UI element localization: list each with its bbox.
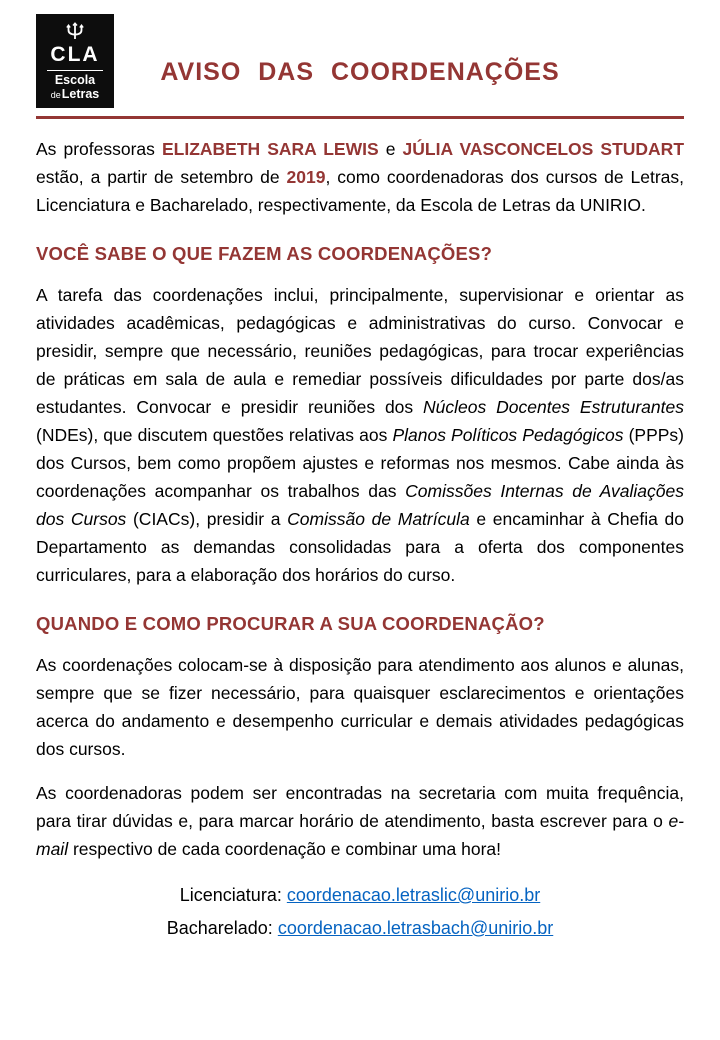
logo-school-line1: Escola xyxy=(54,73,96,87)
professor-name-1: ELIZABETH SARA LEWIS xyxy=(161,139,379,159)
body-text: respectivo de cada coordenação e combinar uma hora! xyxy=(68,839,501,859)
body-text: (CIACs), presidir a xyxy=(126,509,288,529)
contact-block xyxy=(36,879,684,945)
term-email: e-mail xyxy=(36,811,684,859)
contact-label-licenciatura: Licenciatura: xyxy=(179,885,282,905)
logo-acronym: CLA xyxy=(50,43,100,66)
intro-text: e xyxy=(378,139,403,159)
logo-school-letters: Letras xyxy=(61,87,100,101)
contact-line-bacharelado xyxy=(36,912,684,945)
contact-info-paragraph xyxy=(36,779,684,863)
intro-text: estão, a partir de setembro de xyxy=(36,167,287,187)
body-text: e encaminhar à Chefia do Departamento as demandas consolidadas para a oferta dos componentes curriculares, para a elaboração dos horários do curso. xyxy=(36,509,684,585)
section-heading-what: VOCÊ SABE O QUE FAZEM AS COORDENAÇÕES? xyxy=(36,243,493,264)
intro-text: As professoras xyxy=(36,139,162,159)
section-heading-when: QUANDO E COMO PROCURAR A SUA COORDENAÇÃO? xyxy=(36,613,545,634)
bacharelado-email-link[interactable]: coordenacao.letrasbach@unirio.br xyxy=(277,918,554,938)
logo-divider xyxy=(47,70,103,71)
body-text: (PPPs) dos Cursos, bem como propõem ajustes e reformas nos mesmos. Cabe ainda às coordenações acompanhar os trabalhos das xyxy=(36,425,684,501)
section-what-paragraph xyxy=(36,281,684,589)
contact-line-licenciatura xyxy=(36,879,684,912)
body-text: (NDEs), que discutem questões relativas aos xyxy=(36,425,393,445)
intro-text: , como coordenadoras dos cursos de Letras, Licenciatura e Bacharelado, respectivamente, da Escola de Letras da UNIRIO. xyxy=(36,167,684,215)
school-logo xyxy=(36,14,114,108)
header-divider xyxy=(36,116,684,119)
availability-paragraph: As coordenações colocam-se à disposição para atendimento aos alunos e alunas, sempre que se fizer necessário, para quaisquer esclarecimentos e orientações acerca do andamento e desempenho curricular e demais atividades pedagógicas dos cursos. xyxy=(36,655,684,759)
term-ppps: Planos Políticos Pedagógicos xyxy=(392,425,624,445)
term-ndes: Núcleos Docentes Estruturantes xyxy=(423,397,684,417)
trident-icon xyxy=(65,20,85,42)
licenciatura-email-link[interactable]: coordenacao.letraslic@unirio.br xyxy=(286,885,541,905)
intro-paragraph xyxy=(36,135,684,219)
page-title: AVISO DAS COORDENAÇÕES xyxy=(160,58,560,86)
contact-label-bacharelado: Bacharelado: xyxy=(166,918,273,938)
professor-name-2: JÚLIA VASCONCELOS STUDART xyxy=(402,139,685,159)
term-ciacs: Comissões Internas de Avaliações dos Cursos xyxy=(36,481,684,529)
header xyxy=(36,14,684,112)
term-comissao-matricula: Comissão de Matrícula xyxy=(287,509,470,529)
intro-year: 2019 xyxy=(286,167,326,187)
body-text: As coordenadoras podem ser encontradas na secretaria com muita frequência, para tirar dúvidas e, para marcar horário de atendimento, basta escrever para o xyxy=(36,783,684,831)
body-text: A tarefa das coordenações inclui, principalmente, supervisionar e orientar as atividades acadêmicas, pedagógicas e administrativas do curso. Convocar e presidir, sempre que necessário, reuniões pedagógicas, para trocar experiências de práticas em sala de aula e remediar possíveis dificuldades por parte dos/as estudantes. Convocar e presidir reuniões dos xyxy=(36,285,684,417)
logo-school-name xyxy=(51,73,100,101)
logo-school-de: de xyxy=(50,90,61,100)
